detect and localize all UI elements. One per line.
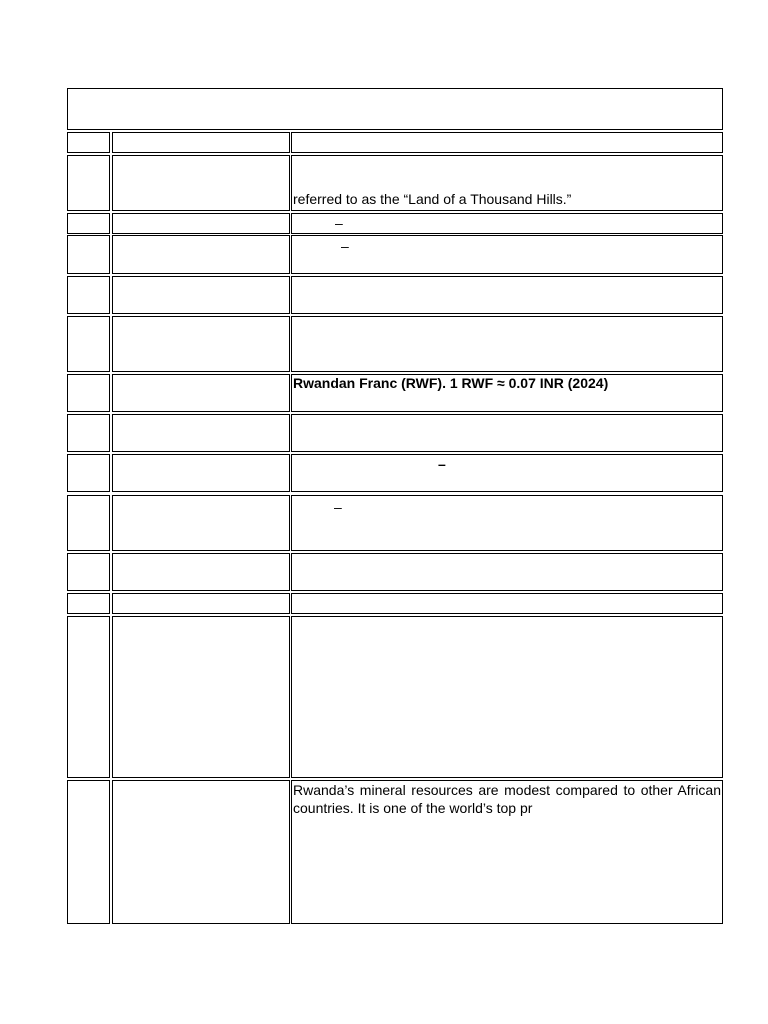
row-05-cell-label bbox=[112, 276, 290, 314]
row-12-cell-number bbox=[67, 593, 110, 614]
row-10-cell-number bbox=[67, 495, 110, 551]
row-03-cell-number bbox=[67, 213, 110, 234]
row-14-cell-content bbox=[291, 780, 723, 924]
row-05-cell-number bbox=[67, 276, 110, 314]
row-03-cell-content bbox=[291, 213, 723, 234]
row-09-dash: – bbox=[438, 456, 446, 472]
row-01-cell-content bbox=[291, 132, 723, 153]
row-14-cell-label bbox=[112, 780, 290, 924]
row-08-cell-label bbox=[112, 414, 290, 452]
row-11-cell-content bbox=[291, 553, 723, 591]
row-06-cell-label bbox=[112, 316, 290, 372]
row-08-cell-content bbox=[291, 414, 723, 452]
row-05-cell-content bbox=[291, 276, 723, 314]
row-09-cell-label bbox=[112, 454, 290, 492]
row-14-mineral-text: Rwanda’s mineral resources are modest compared to other African countries. It is one of the world’s top pr bbox=[293, 782, 721, 816]
row-09-cell-content bbox=[291, 454, 723, 492]
row-11-cell-number bbox=[67, 553, 110, 591]
row-02-text: referred to as the “Land of a Thousand Hills.” bbox=[293, 191, 572, 207]
row-03-cell-label bbox=[112, 213, 290, 234]
row-07-currency-text: Rwandan Franc (RWF). 1 RWF ≈ 0.07 INR (2024) bbox=[293, 375, 609, 391]
row-03-dash: – bbox=[335, 215, 343, 231]
row-04-cell-number bbox=[67, 235, 110, 274]
row-10-cell-content bbox=[291, 495, 723, 551]
row-10-dash: – bbox=[334, 499, 342, 515]
row-10-cell-label bbox=[112, 495, 290, 551]
row-02-cell-content bbox=[291, 155, 723, 211]
row-06-cell-number bbox=[67, 316, 110, 372]
row-13-cell-content bbox=[291, 616, 723, 778]
row-07-cell-number bbox=[67, 374, 110, 412]
row-12-cell-label bbox=[112, 593, 290, 614]
row-06-cell-content bbox=[291, 316, 723, 372]
row-09-cell-number bbox=[67, 454, 110, 492]
row-07-cell-content bbox=[291, 374, 723, 412]
row-04-cell-content bbox=[291, 235, 723, 274]
table-header-box bbox=[67, 88, 723, 130]
row-01-cell-number bbox=[67, 132, 110, 153]
row-07-cell-label bbox=[112, 374, 290, 412]
row-13-cell-label bbox=[112, 616, 290, 778]
row-12-cell-content bbox=[291, 593, 723, 614]
row-08-cell-number bbox=[67, 414, 110, 452]
row-14-cell-number bbox=[67, 780, 110, 924]
row-04-dash: – bbox=[341, 238, 349, 254]
row-13-cell-number bbox=[67, 616, 110, 778]
row-01-cell-label bbox=[112, 132, 290, 153]
row-02-cell-label bbox=[112, 155, 290, 211]
row-11-cell-label bbox=[112, 553, 290, 591]
row-04-cell-label bbox=[112, 235, 290, 274]
row-02-cell-number bbox=[67, 155, 110, 211]
